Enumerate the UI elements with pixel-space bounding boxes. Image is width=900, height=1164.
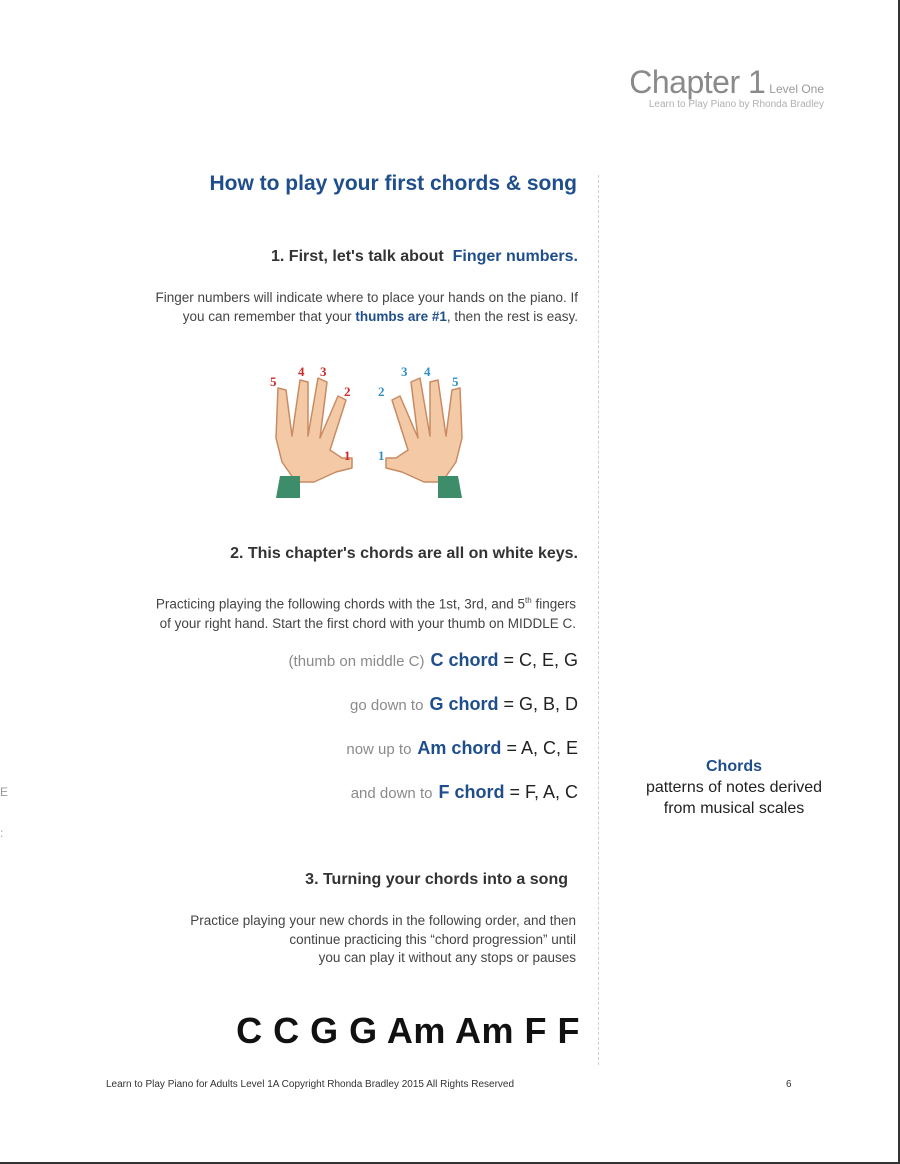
- right-cuff: [438, 476, 462, 498]
- sidebar-term: Chords: [706, 758, 762, 775]
- section2-heading: 2. This chapter's chords are all on white keys.: [230, 545, 578, 562]
- right-finger-3: 3: [401, 364, 408, 379]
- right-finger-4: 4: [424, 364, 431, 379]
- section3-line3: you can play it without any stops or pauses: [318, 950, 576, 965]
- left-finger-2: 2: [344, 384, 351, 399]
- left-hand-shape: [276, 378, 352, 482]
- left-cuff: [276, 476, 300, 498]
- sidebar-line1: patterns of notes derived: [645, 779, 823, 796]
- chord-name-g: G chord: [429, 694, 499, 714]
- footer-copyright: Learn to Play Piano for Adults Level 1A Copyright Rhonda Bradley 2015 All Rights Reserved: [106, 1079, 515, 1090]
- chapter-header: [629, 64, 824, 110]
- section3-line1: Practice playing your new chords in the following order, and then: [190, 913, 576, 928]
- section3-paragraph: [190, 912, 576, 968]
- chord-name-f: F chord: [438, 782, 505, 802]
- left-finger-4: 4: [298, 364, 305, 379]
- sidebar-definition: [620, 756, 848, 819]
- edge-mark-2: :: [0, 826, 4, 840]
- section3-line2: continue practicing this “chord progression” until: [289, 931, 576, 947]
- chord-progression: C C G G Am Am F F: [236, 1010, 580, 1051]
- right-hand-icon: [386, 378, 462, 498]
- chapter-subtitle: Learn to Play Piano by Rhonda Bradley: [648, 99, 824, 110]
- right-finger-1: 1: [378, 448, 385, 463]
- chord-row-c: (thumb on middle C) C chord = C, E, G: [288, 650, 578, 670]
- chord-name-am: Am chord: [417, 738, 502, 758]
- section1-heading: [271, 248, 578, 266]
- chord-row-g: go down to G chord = G, B, D: [350, 694, 578, 714]
- page-title: How to play your first chords & song: [209, 172, 577, 195]
- sidebar-line2: from musical scales: [663, 800, 805, 817]
- section3-heading: 3. Turning your chords into a song: [305, 871, 568, 888]
- chapter-level: Level One: [769, 82, 824, 96]
- column-divider: [598, 175, 599, 1065]
- section1-line2: you can remember that your thumbs are #1, then the rest is easy.: [182, 309, 578, 324]
- section2-line1: Practicing playing the following chords with the 1st, 3rd, and 5th fingers: [155, 596, 576, 612]
- left-hand-icon: [276, 378, 352, 498]
- chord-row-f: and down to F chord = F, A, C: [350, 782, 578, 802]
- left-finger-5: 5: [270, 374, 277, 389]
- section2-line2: of your right hand. Start the first chord with your thumb on MIDDLE C.: [159, 615, 576, 631]
- left-finger-1: 1: [344, 448, 351, 463]
- thumbs-emphasis: thumbs are #1: [355, 309, 447, 324]
- hands-illustration: [256, 358, 482, 502]
- left-finger-3: 3: [320, 364, 327, 379]
- section1-heading-accent: Finger numbers.: [452, 248, 578, 265]
- right-finger-2: 2: [378, 384, 385, 399]
- page-number: 6: [786, 1079, 792, 1090]
- chord-row-am: now up to Am chord = A, C, E: [346, 738, 578, 758]
- section2-paragraph: [156, 591, 576, 633]
- chapter-title: Chapter 1: [629, 64, 766, 100]
- chord-name-c: C chord: [430, 650, 499, 670]
- section1-heading-prefix: 1. First, let's talk about: [271, 248, 444, 265]
- edge-mark-1: E: [0, 785, 9, 799]
- section1-line1: Finger numbers will indicate where to place your hands on the piano. If: [155, 290, 578, 305]
- right-hand-shape: [386, 378, 462, 482]
- right-finger-5: 5: [452, 374, 459, 389]
- section1-paragraph: [156, 288, 579, 326]
